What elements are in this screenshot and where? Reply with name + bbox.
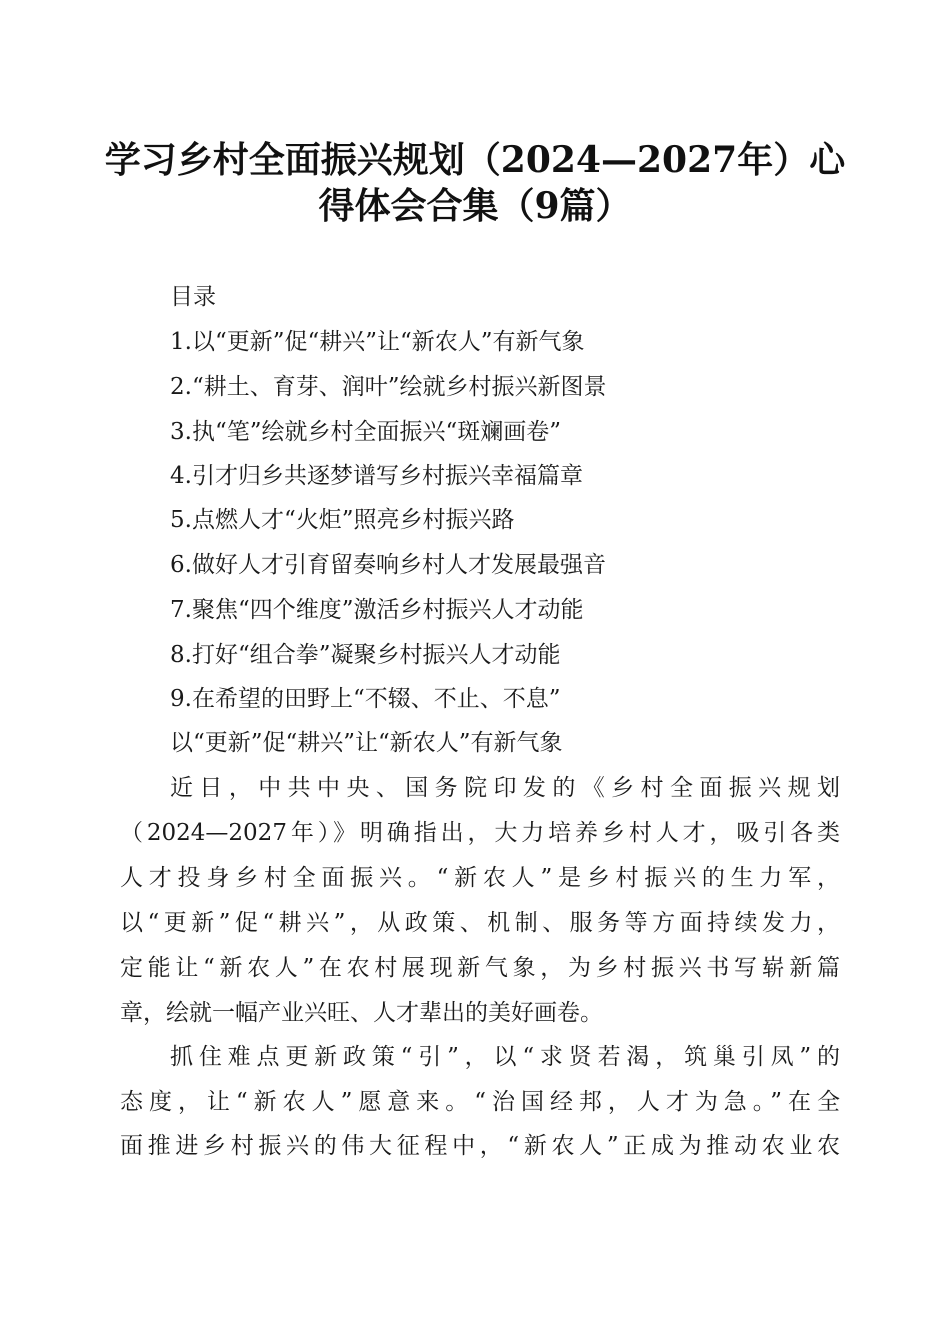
paragraph-1-line: 近日，中共中央、国务院印发的《乡村全面振兴规划 [170,775,840,801]
toc-item: 2.“耕土、育芽、润叶”绘就乡村振兴新图景 [170,374,607,400]
toc-heading: 目录 [170,284,216,310]
paragraph-1-line: 人才投身乡村全面振兴。“新农人”是乡村振兴的生力军， [120,865,840,891]
paragraph-2-line: 态度，让“新农人”愿意来。“治国经邦，人才为急。”在全 [120,1089,840,1115]
toc-item: 1.以“更新”促“耕兴”让“新农人”有新气象 [170,329,585,355]
document-title-line-2: 得体会合集（9篇） [318,185,632,227]
toc-item: 3.执“笔”绘就乡村全面振兴“斑斓画卷” [170,419,561,445]
toc-item: 7.聚焦“四个维度”激活乡村振兴人才动能 [170,597,584,623]
toc-item: 8.打好“组合拳”凝聚乡村振兴人才动能 [170,642,561,668]
paragraph-1-line: 定能让“新农人”在农村展现新气象，为乡村振兴书写崭新篇 [120,955,840,981]
paragraph-1-line: （2024—2027年）》明确指出，大力培养乡村人才，吸引各类 [120,820,840,846]
toc-item: 4.引才归乡共逐梦谱写乡村振兴幸福篇章 [170,463,583,489]
toc-item: 5.点燃人才“火炬”照亮乡村振兴路 [170,507,515,533]
paragraph-2-line: 抓住难点更新政策“引”，以“求贤若渴，筑巢引凤”的 [170,1044,840,1070]
paragraph-1-line: 章，绘就一幅产业兴旺、人才辈出的美好画卷。 [120,1000,603,1026]
toc-item: 9.在希望的田野上“不辍、不止、不息” [170,686,561,712]
paragraph-2-line: 面推进乡村振兴的伟大征程中，“新农人”正成为推动农业农 [120,1133,840,1159]
paragraph-1-line: 以“更新”促“耕兴”，从政策、机制、服务等方面持续发力， [120,910,840,936]
document-title-line-1: 学习乡村全面振兴规划（2024—2027年）心 [104,139,846,181]
toc-item: 6.做好人才引育留奏响乡村人才发展最强音 [170,552,606,578]
section-title: 以“更新”促“耕兴”让“新农人”有新气象 [170,730,563,756]
